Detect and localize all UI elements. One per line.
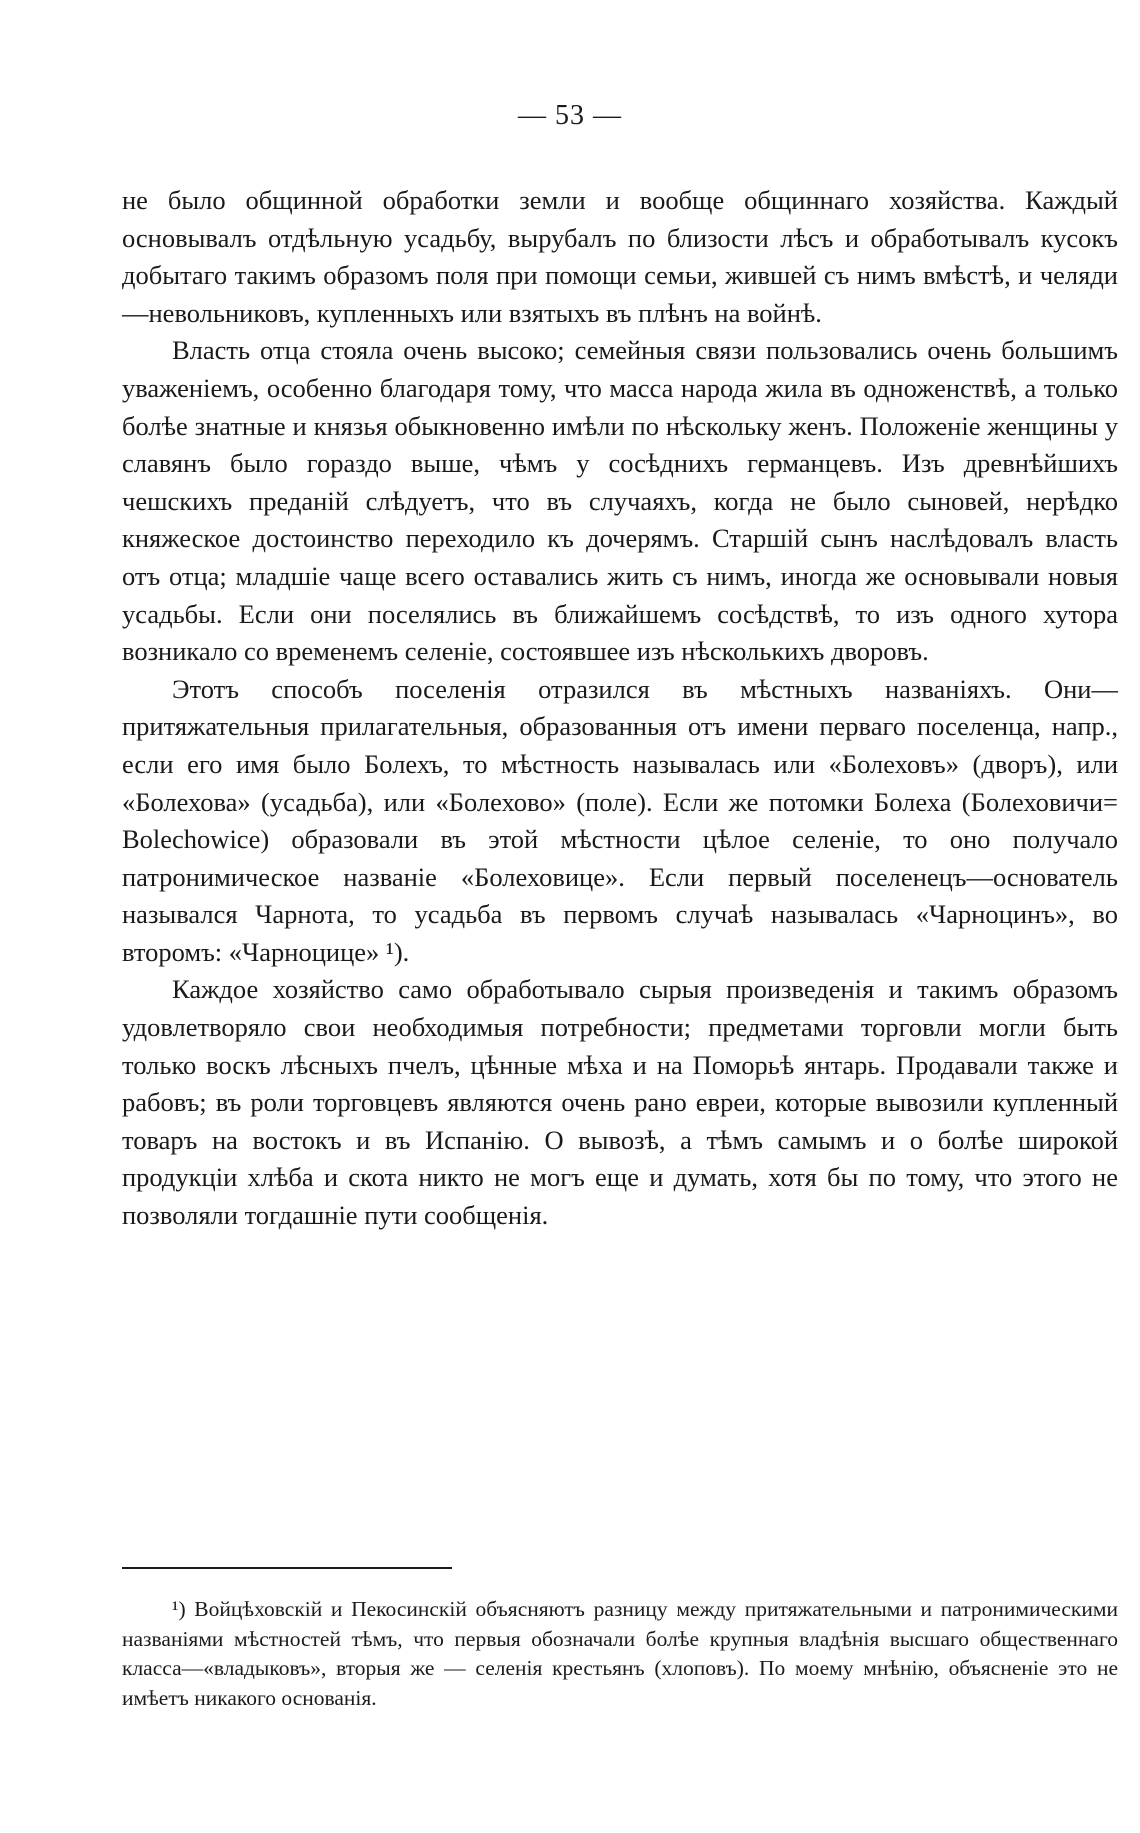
page-number: — 53 — [518,100,622,131]
paragraph: Власть отца стояла очень высоко; семейныя связи пользовались очень большимъ уваженіемъ, особенно благодаря тому, что масса народа жила въ одноженствѣ, а только болѣе знатные и князья обыкновенно имѣли по нѣскольку женъ. Положеніе женщины у славянъ было гораздо выше, чѣмъ у сосѣднихъ германцевъ. Изъ древнѣйшихъ чешскихъ преданій слѣдуетъ, что въ случаяхъ, когда не было сыновей, нерѣдко княжеское достоинство переходило къ дочерямъ. Старшій сынъ наслѣдовалъ власть отъ отца; младшіе чаще всего оставались жить съ нимъ, иногда же основывали новыя усадьбы. Если они поселялись въ ближайшемъ сосѣдствѣ, то изъ одного хутора возникало со временемъ селеніе, состоявшее изъ нѣсколькихъ дворовъ. [122,335,1118,667]
footnote [122,1595,1118,1713]
footnote-divider [122,1567,452,1569]
paragraph: Этотъ способъ поселенія отразился въ мѣстныхъ названіяхъ. Они—притяжательныя прилагательныя, образованныя отъ имени перваго поселенца, напр., если его имя было Болехъ, то мѣстность называлась или «Болеховъ» (дворъ), или «Болехова» (усадьба), или «Болехово» (поле). Если же потомки Болеха (Болеховичи= Bolechowice) образовали въ этой мѣстности цѣлое селеніе, то оно получало патронимическое названіе «Болеховице». Если первый поселенецъ—основатель назывался Чарнота, то усадьба въ первомъ случаѣ называлась «Чарноцинъ», во второмъ: «Чарноцице» ¹). [122,673,1118,967]
footnote-marker: ¹) [172,1597,186,1621]
paragraph-continued: не было общинной обработки земли и вообще общиннаго хозяйства. Каждый основывалъ отдѣльную усадьбу, вырубалъ по близости лѣсъ и обработывалъ кусокъ добытаго такимъ образомъ поля при помощи семьи, жившей съ нимъ вмѣстѣ, и челяди—невольниковъ, купленныхъ или взятыхъ въ плѣнъ на войнѣ. [122,185,1118,328]
paragraph: Каждое хозяйство само обработывало сырыя произведенія и такимъ образомъ удовлетворяло свои необходимыя потребности; предметами торговли могли быть только воскъ лѣсныхъ пчелъ, цѣнные мѣха и на Поморьѣ янтарь. Продавали также и рабовъ; въ роли торговцевъ являются очень рано евреи, которые вывозили купленный товаръ на востокъ и въ Испанію. О вывозѣ, а тѣмъ самымъ и о болѣе широкой продукціи хлѣба и скота никто не могъ еще и думать, хотя бы по тому, что этого не позволяли тогдашніе пути сообщенія. [122,974,1118,1231]
footnote-text: Войцѣховскій и Пекосинскій объясняютъ разницу между притяжательными и патронимическими названіями мѣстностей тѣмъ, что первыя обозначали болѣе крупныя владѣнія высшаго общественнаго класса—«владыковъ», вторыя же — селенія крестьянъ (хлоповъ). По моему мнѣнію, объясненіе это не имѣетъ никакого основанія. [122,1597,1118,1710]
main-text [122,182,1118,1235]
